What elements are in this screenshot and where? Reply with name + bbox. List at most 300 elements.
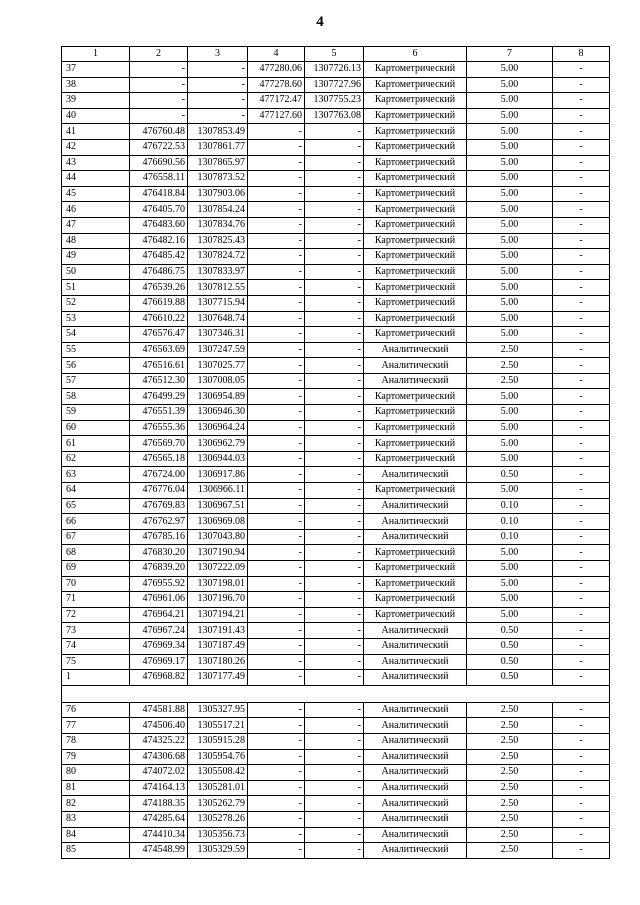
method-cell: Картометрический <box>364 217 467 233</box>
method-cell: Аналитический <box>364 373 467 389</box>
x-coordinate-cell: 476499.29 <box>130 389 188 405</box>
x-coordinate-cell: 476539.26 <box>130 280 188 296</box>
method-cell: Аналитический <box>364 467 467 483</box>
y-coordinate-cell: 1307824.72 <box>188 249 248 265</box>
y-coordinate-cell: 1307648.74 <box>188 311 248 327</box>
table-row <box>62 249 610 265</box>
column-header: 4 <box>248 47 305 62</box>
table-row <box>62 405 610 421</box>
point-number-cell: 57 <box>62 373 130 389</box>
table-row <box>62 124 610 140</box>
point-number-cell: 83 <box>62 811 130 827</box>
accuracy-cell: 2.50 <box>467 342 553 358</box>
method-cell: Аналитический <box>364 827 467 843</box>
accuracy-cell: 5.00 <box>467 607 553 623</box>
accuracy-cell: 5.00 <box>467 264 553 280</box>
table-row <box>62 451 610 467</box>
note-cell: - <box>553 592 610 608</box>
method-cell: Картометрический <box>364 389 467 405</box>
table-row <box>62 62 610 78</box>
x-coordinate-cell: 476565.18 <box>130 451 188 467</box>
y-coordinate-cell: 1307008.05 <box>188 373 248 389</box>
x-coordinate-new-cell: 477280.06 <box>248 62 305 78</box>
note-cell: - <box>553 811 610 827</box>
table-row <box>62 654 610 670</box>
y-coordinate-cell: 1307191.43 <box>188 623 248 639</box>
y-coordinate-new-cell: - <box>305 718 364 734</box>
point-number-cell: 46 <box>62 202 130 218</box>
y-coordinate-cell: 1306966.11 <box>188 483 248 499</box>
accuracy-cell: 0.50 <box>467 670 553 686</box>
x-coordinate-new-cell: - <box>248 654 305 670</box>
x-coordinate-cell: 476610.22 <box>130 311 188 327</box>
y-coordinate-cell: 1306944.03 <box>188 451 248 467</box>
point-number-cell: 61 <box>62 436 130 452</box>
table-row <box>62 217 610 233</box>
table-row <box>62 139 610 155</box>
x-coordinate-cell: - <box>130 62 188 78</box>
y-coordinate-new-cell: 1307763.08 <box>305 108 364 124</box>
x-coordinate-new-cell: - <box>248 280 305 296</box>
y-coordinate-new-cell: - <box>305 765 364 781</box>
y-coordinate-new-cell: - <box>305 843 364 859</box>
x-coordinate-cell: 476830.20 <box>130 545 188 561</box>
note-cell: - <box>553 155 610 171</box>
accuracy-cell: 5.00 <box>467 77 553 93</box>
table-row <box>62 108 610 124</box>
table-row <box>62 765 610 781</box>
x-coordinate-new-cell: - <box>248 389 305 405</box>
note-cell: - <box>553 654 610 670</box>
x-coordinate-cell: 474506.40 <box>130 718 188 734</box>
point-number-cell: 79 <box>62 749 130 765</box>
table-row <box>62 733 610 749</box>
accuracy-cell: 5.00 <box>467 405 553 421</box>
note-cell: - <box>553 498 610 514</box>
x-coordinate-cell: 476486.75 <box>130 264 188 280</box>
accuracy-cell: 5.00 <box>467 233 553 249</box>
x-coordinate-new-cell: - <box>248 843 305 859</box>
y-coordinate-new-cell: 1307726.13 <box>305 62 364 78</box>
table-row <box>62 311 610 327</box>
x-coordinate-new-cell: - <box>248 765 305 781</box>
x-coordinate-cell: 476785.16 <box>130 529 188 545</box>
method-cell: Аналитический <box>364 780 467 796</box>
accuracy-cell: 2.50 <box>467 765 553 781</box>
accuracy-cell: 2.50 <box>467 749 553 765</box>
point-number-cell: 63 <box>62 467 130 483</box>
x-coordinate-new-cell: - <box>248 670 305 686</box>
point-number-cell: 1 <box>62 670 130 686</box>
y-coordinate-cell: 1307190.94 <box>188 545 248 561</box>
x-coordinate-cell: 474306.68 <box>130 749 188 765</box>
y-coordinate-new-cell: - <box>305 358 364 374</box>
x-coordinate-new-cell: - <box>248 780 305 796</box>
table-row <box>62 529 610 545</box>
y-coordinate-cell: 1307903.06 <box>188 186 248 202</box>
accuracy-cell: 5.00 <box>467 62 553 78</box>
table-body <box>62 47 610 859</box>
point-number-cell: 39 <box>62 93 130 109</box>
accuracy-cell: 0.10 <box>467 529 553 545</box>
point-number-cell: 81 <box>62 780 130 796</box>
y-coordinate-cell: 1307865.97 <box>188 155 248 171</box>
x-coordinate-new-cell: - <box>248 467 305 483</box>
column-header: 1 <box>62 47 130 62</box>
column-header: 6 <box>364 47 467 62</box>
note-cell: - <box>553 264 610 280</box>
method-cell: Картометрический <box>364 311 467 327</box>
point-number-cell: 72 <box>62 607 130 623</box>
x-coordinate-new-cell: - <box>248 592 305 608</box>
accuracy-cell: 5.00 <box>467 171 553 187</box>
note-cell: - <box>553 702 610 718</box>
table-row <box>62 702 610 718</box>
method-cell: Аналитический <box>364 765 467 781</box>
point-number-cell: 84 <box>62 827 130 843</box>
y-coordinate-new-cell: - <box>305 576 364 592</box>
y-coordinate-new-cell: - <box>305 561 364 577</box>
accuracy-cell: 5.00 <box>467 592 553 608</box>
point-number-cell: 85 <box>62 843 130 859</box>
accuracy-cell: 5.00 <box>467 436 553 452</box>
x-coordinate-cell: 476724.00 <box>130 467 188 483</box>
y-coordinate-cell: 1306954.89 <box>188 389 248 405</box>
y-coordinate-new-cell: - <box>305 311 364 327</box>
x-coordinate-cell: 476418.84 <box>130 186 188 202</box>
blank-cell <box>62 685 610 702</box>
y-coordinate-new-cell: - <box>305 514 364 530</box>
accuracy-cell: 0.50 <box>467 654 553 670</box>
y-coordinate-new-cell: - <box>305 295 364 311</box>
note-cell: - <box>553 843 610 859</box>
point-number-cell: 48 <box>62 233 130 249</box>
y-coordinate-new-cell: - <box>305 342 364 358</box>
method-cell: Аналитический <box>364 811 467 827</box>
note-cell: - <box>553 405 610 421</box>
accuracy-cell: 5.00 <box>467 420 553 436</box>
accuracy-cell: 5.00 <box>467 186 553 202</box>
x-coordinate-cell: 474164.13 <box>130 780 188 796</box>
y-coordinate-new-cell: - <box>305 811 364 827</box>
note-cell: - <box>553 217 610 233</box>
x-coordinate-cell: 476722.53 <box>130 139 188 155</box>
table-row <box>62 280 610 296</box>
y-coordinate-new-cell: - <box>305 638 364 654</box>
x-coordinate-new-cell: 477278.60 <box>248 77 305 93</box>
accuracy-cell: 5.00 <box>467 483 553 499</box>
point-number-cell: 64 <box>62 483 130 499</box>
note-cell: - <box>553 780 610 796</box>
x-coordinate-new-cell: - <box>248 483 305 499</box>
note-cell: - <box>553 514 610 530</box>
y-coordinate-new-cell: - <box>305 249 364 265</box>
table-row <box>62 718 610 734</box>
note-cell: - <box>553 249 610 265</box>
method-cell: Аналитический <box>364 498 467 514</box>
note-cell: - <box>553 93 610 109</box>
accuracy-cell: 5.00 <box>467 576 553 592</box>
note-cell: - <box>553 576 610 592</box>
y-coordinate-new-cell: - <box>305 498 364 514</box>
note-cell: - <box>553 765 610 781</box>
x-coordinate-cell: 476558.11 <box>130 171 188 187</box>
accuracy-cell: 0.10 <box>467 514 553 530</box>
note-cell: - <box>553 420 610 436</box>
x-coordinate-new-cell: - <box>248 796 305 812</box>
y-coordinate-new-cell: - <box>305 171 364 187</box>
x-coordinate-new-cell: - <box>248 264 305 280</box>
x-coordinate-cell: 474548.99 <box>130 843 188 859</box>
method-cell: Аналитический <box>364 843 467 859</box>
x-coordinate-cell: 476483.60 <box>130 217 188 233</box>
note-cell: - <box>553 295 610 311</box>
point-number-cell: 82 <box>62 796 130 812</box>
y-coordinate-new-cell: - <box>305 780 364 796</box>
y-coordinate-new-cell: - <box>305 654 364 670</box>
y-coordinate-cell: 1307025.77 <box>188 358 248 374</box>
method-cell: Картометрический <box>364 436 467 452</box>
y-coordinate-cell: 1307833.97 <box>188 264 248 280</box>
y-coordinate-cell: 1307180.26 <box>188 654 248 670</box>
x-coordinate-new-cell: - <box>248 749 305 765</box>
method-cell: Аналитический <box>364 638 467 654</box>
column-header: 2 <box>130 47 188 62</box>
method-cell: Картометрический <box>364 405 467 421</box>
table-row <box>62 576 610 592</box>
x-coordinate-cell: 476619.88 <box>130 295 188 311</box>
x-coordinate-cell: 476690.56 <box>130 155 188 171</box>
y-coordinate-cell: 1306962.79 <box>188 436 248 452</box>
coordinates-table <box>61 46 610 859</box>
x-coordinate-new-cell: - <box>248 811 305 827</box>
y-coordinate-cell: 1306917.86 <box>188 467 248 483</box>
x-coordinate-cell: 474188.35 <box>130 796 188 812</box>
method-cell: Картометрический <box>364 62 467 78</box>
x-coordinate-new-cell: - <box>248 373 305 389</box>
y-coordinate-cell: 1305915.28 <box>188 733 248 749</box>
note-cell: - <box>553 545 610 561</box>
accuracy-cell: 5.00 <box>467 545 553 561</box>
method-cell: Картометрический <box>364 420 467 436</box>
accuracy-cell: 5.00 <box>467 139 553 155</box>
accuracy-cell: 5.00 <box>467 451 553 467</box>
point-number-cell: 74 <box>62 638 130 654</box>
y-coordinate-cell: 1306946.30 <box>188 405 248 421</box>
accuracy-cell: 5.00 <box>467 124 553 140</box>
x-coordinate-new-cell: - <box>248 576 305 592</box>
method-cell: Картометрический <box>364 592 467 608</box>
x-coordinate-cell: 476569.70 <box>130 436 188 452</box>
table-row <box>62 811 610 827</box>
point-number-cell: 43 <box>62 155 130 171</box>
note-cell: - <box>553 436 610 452</box>
x-coordinate-new-cell: - <box>248 139 305 155</box>
x-coordinate-cell: - <box>130 93 188 109</box>
method-cell: Картометрический <box>364 249 467 265</box>
accuracy-cell: 2.50 <box>467 718 553 734</box>
y-coordinate-cell: 1305281.01 <box>188 780 248 796</box>
y-coordinate-new-cell: - <box>305 607 364 623</box>
x-coordinate-cell: 476769.83 <box>130 498 188 514</box>
y-coordinate-new-cell: - <box>305 467 364 483</box>
y-coordinate-new-cell: - <box>305 529 364 545</box>
y-coordinate-cell: 1307194.21 <box>188 607 248 623</box>
x-coordinate-cell: 474285.64 <box>130 811 188 827</box>
y-coordinate-new-cell: - <box>305 827 364 843</box>
table-row <box>62 545 610 561</box>
x-coordinate-new-cell: - <box>248 342 305 358</box>
x-coordinate-cell: 476969.34 <box>130 638 188 654</box>
accuracy-cell: 2.50 <box>467 733 553 749</box>
x-coordinate-new-cell: - <box>248 405 305 421</box>
method-cell: Картометрический <box>364 233 467 249</box>
note-cell: - <box>553 623 610 639</box>
y-coordinate-cell: 1307187.49 <box>188 638 248 654</box>
table-row <box>62 171 610 187</box>
y-coordinate-new-cell: - <box>305 186 364 202</box>
x-coordinate-cell: 476563.69 <box>130 342 188 358</box>
method-cell: Аналитический <box>364 718 467 734</box>
accuracy-cell: 5.00 <box>467 155 553 171</box>
table-row <box>62 342 610 358</box>
column-header: 7 <box>467 47 553 62</box>
y-coordinate-new-cell: - <box>305 592 364 608</box>
y-coordinate-new-cell: 1307755.23 <box>305 93 364 109</box>
y-coordinate-cell: 1307854.24 <box>188 202 248 218</box>
method-cell: Картометрический <box>364 93 467 109</box>
point-number-cell: 66 <box>62 514 130 530</box>
accuracy-cell: 0.10 <box>467 498 553 514</box>
note-cell: - <box>553 827 610 843</box>
x-coordinate-cell: 476405.70 <box>130 202 188 218</box>
accuracy-cell: 2.50 <box>467 702 553 718</box>
note-cell: - <box>553 108 610 124</box>
point-number-cell: 41 <box>62 124 130 140</box>
note-cell: - <box>553 202 610 218</box>
x-coordinate-cell: 476485.42 <box>130 249 188 265</box>
y-coordinate-new-cell: - <box>305 749 364 765</box>
method-cell: Картометрический <box>364 202 467 218</box>
y-coordinate-cell: 1306964.24 <box>188 420 248 436</box>
note-cell: - <box>553 280 610 296</box>
point-number-cell: 71 <box>62 592 130 608</box>
accuracy-cell: 5.00 <box>467 561 553 577</box>
point-number-cell: 78 <box>62 733 130 749</box>
y-coordinate-cell: 1307812.55 <box>188 280 248 296</box>
table-row <box>62 264 610 280</box>
y-coordinate-new-cell: - <box>305 702 364 718</box>
method-cell: Аналитический <box>364 670 467 686</box>
table-row <box>62 420 610 436</box>
y-coordinate-cell: 1305327.95 <box>188 702 248 718</box>
method-cell: Аналитический <box>364 702 467 718</box>
method-cell: Картометрический <box>364 280 467 296</box>
y-coordinate-cell: - <box>188 77 248 93</box>
y-coordinate-cell: 1305954.76 <box>188 749 248 765</box>
blank-separator-row <box>62 685 610 702</box>
note-cell: - <box>553 796 610 812</box>
method-cell: Аналитический <box>364 654 467 670</box>
point-number-cell: 77 <box>62 718 130 734</box>
accuracy-cell: 0.50 <box>467 467 553 483</box>
y-coordinate-new-cell: - <box>305 733 364 749</box>
point-number-cell: 51 <box>62 280 130 296</box>
point-number-cell: 55 <box>62 342 130 358</box>
accuracy-cell: 5.00 <box>467 280 553 296</box>
accuracy-cell: 5.00 <box>467 93 553 109</box>
x-coordinate-new-cell: - <box>248 358 305 374</box>
accuracy-cell: 5.00 <box>467 311 553 327</box>
note-cell: - <box>553 467 610 483</box>
x-coordinate-cell: 476760.48 <box>130 124 188 140</box>
method-cell: Картометрический <box>364 295 467 311</box>
x-coordinate-cell: 476551.39 <box>130 405 188 421</box>
point-number-cell: 76 <box>62 702 130 718</box>
x-coordinate-new-cell: - <box>248 233 305 249</box>
point-number-cell: 70 <box>62 576 130 592</box>
method-cell: Аналитический <box>364 733 467 749</box>
note-cell: - <box>553 358 610 374</box>
x-coordinate-cell: 476969.17 <box>130 654 188 670</box>
table-row <box>62 498 610 514</box>
x-coordinate-new-cell: 477172.47 <box>248 93 305 109</box>
x-coordinate-new-cell: - <box>248 607 305 623</box>
y-coordinate-cell: 1307873.52 <box>188 171 248 187</box>
y-coordinate-cell: 1305356.73 <box>188 827 248 843</box>
x-coordinate-cell: 476961.06 <box>130 592 188 608</box>
x-coordinate-new-cell: - <box>248 124 305 140</box>
y-coordinate-cell: 1305517.21 <box>188 718 248 734</box>
note-cell: - <box>553 373 610 389</box>
y-coordinate-new-cell: - <box>305 264 364 280</box>
y-coordinate-new-cell: - <box>305 420 364 436</box>
table-row <box>62 592 610 608</box>
x-coordinate-cell: 476482.16 <box>130 233 188 249</box>
x-coordinate-new-cell: - <box>248 638 305 654</box>
note-cell: - <box>553 638 610 654</box>
x-coordinate-new-cell: - <box>248 514 305 530</box>
table-row <box>62 843 610 859</box>
point-number-cell: 80 <box>62 765 130 781</box>
note-cell: - <box>553 139 610 155</box>
x-coordinate-new-cell: - <box>248 202 305 218</box>
x-coordinate-new-cell: - <box>248 249 305 265</box>
table-row <box>62 670 610 686</box>
x-coordinate-cell: 476955.92 <box>130 576 188 592</box>
accuracy-cell: 2.50 <box>467 780 553 796</box>
x-coordinate-cell: 476839.20 <box>130 561 188 577</box>
x-coordinate-new-cell: - <box>248 529 305 545</box>
note-cell: - <box>553 186 610 202</box>
table-header-row <box>62 47 610 62</box>
table-row <box>62 155 610 171</box>
method-cell: Аналитический <box>364 796 467 812</box>
method-cell: Картометрический <box>364 108 467 124</box>
accuracy-cell: 2.50 <box>467 358 553 374</box>
point-number-cell: 44 <box>62 171 130 187</box>
y-coordinate-new-cell: - <box>305 389 364 405</box>
method-cell: Картометрический <box>364 607 467 623</box>
x-coordinate-new-cell: - <box>248 827 305 843</box>
point-number-cell: 60 <box>62 420 130 436</box>
y-coordinate-cell: 1306967.51 <box>188 498 248 514</box>
table-row <box>62 796 610 812</box>
x-coordinate-new-cell: - <box>248 545 305 561</box>
accuracy-cell: 2.50 <box>467 811 553 827</box>
method-cell: Аналитический <box>364 342 467 358</box>
table-row <box>62 436 610 452</box>
